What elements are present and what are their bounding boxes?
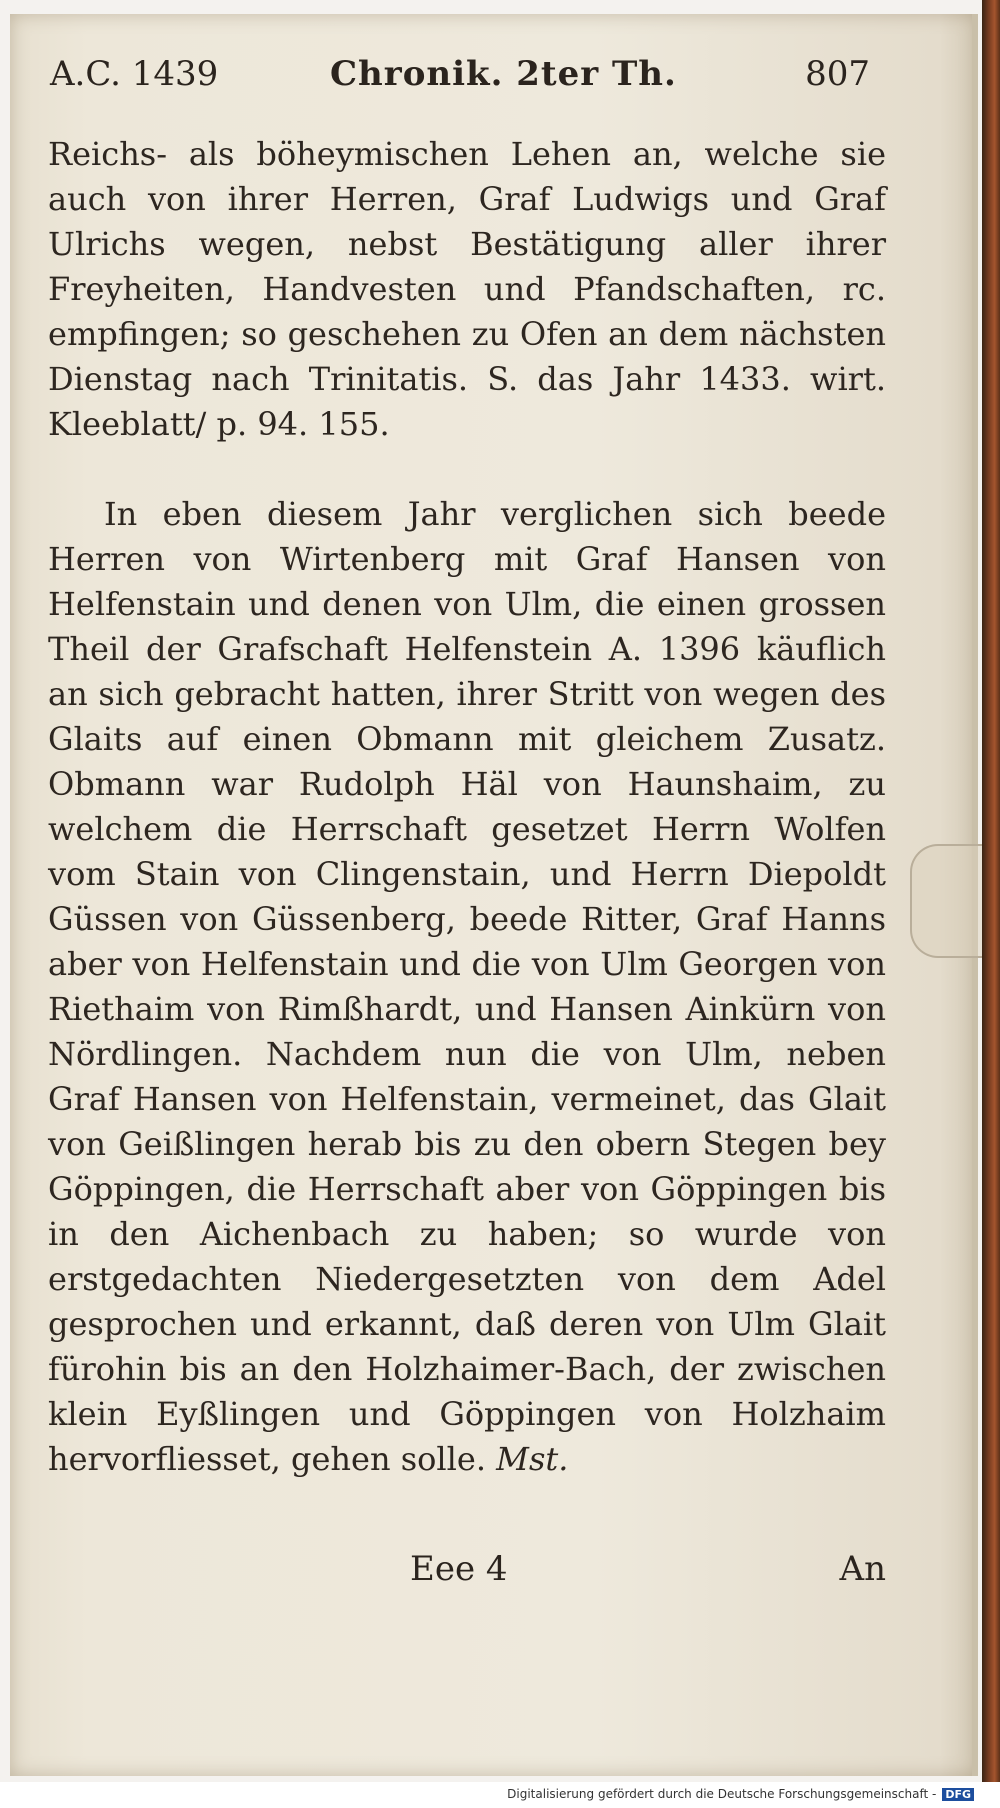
paragraph-2	[48, 492, 886, 1482]
page-footer	[48, 1549, 886, 1599]
credit-bar	[0, 1782, 1000, 1808]
dfg-logo: DFG	[942, 1788, 974, 1801]
page-tab-marker	[910, 844, 982, 958]
credit-text-wrap	[507, 1787, 974, 1801]
credit-text: Digitalisierung gefördert durch die Deutsche Forschungsgemeinschaft -	[507, 1787, 937, 1801]
catchword: An	[839, 1549, 886, 1589]
header-year: A.C. 1439	[50, 54, 219, 94]
running-header	[50, 54, 870, 110]
book-page	[10, 14, 978, 1776]
paragraph-2-text: In eben diesem Jahr verglichen sich beede Herren von Wirtenberg mit Graf Hansen von Helfenstain und denen von Ulm, die einen grossen Theil der Grafschaft Helfenstein A. 1396 käuflich an sich gebracht hatten, ihrer Stritt von wegen des Glaits auf einen Obmann mit gleichem Zusatz. Obmann war Rudolph Häl von Haunshaim, zu welchem die Herrschaft gesetzet Herrn Wolfen vom Stain von Clingenstain, und Herrn Diepoldt Güssen von Güssenberg, beede Ritter, Graf Hanns aber von Helfenstain und die von Ulm Georgen von Riethaim von Rimßhardt, und Hansen Ainkürn von Nördlingen. Nachdem nun die von Ulm, neben Graf Hansen von Helfenstain, vermeinet, das Glait von Geißlingen herab bis zu den obern Stegen bey Göppingen, die Herrschaft aber von Göppingen bis in den Aichenbach zu haben; so wurde von erstgedachten Niedergesetzten von dem Adel gesprochen und erkannt, daß deren von Ulm Glait fürohin bis an den Holzhaimer-Bach, der zwischen klein Eyßlingen und Göppingen von Holzhaim hervorfliesset, gehen solle.	[48, 495, 886, 1478]
book-spine	[982, 0, 1000, 1782]
source-note: Mst.	[496, 1440, 569, 1478]
header-title: Chronik. 2ter Th.	[330, 54, 677, 94]
page-number: 807	[805, 54, 870, 94]
signature-mark: Eee 4	[410, 1549, 508, 1589]
paragraph-1: Reichs- als böheymischen Lehen an, welche sie auch von ihrer Herren, Graf Ludwigs und Graf Ulrichs wegen, nebst Bestätigung aller ihrer Freyheiten, Handvesten und Pfandschaften, rc. empfingen; so geschehen zu Ofen an dem nächsten Dienstag nach Trinitatis. S. das Jahr 1433. wirt. Kleeblatt/ p. 94. 155.	[48, 135, 886, 443]
